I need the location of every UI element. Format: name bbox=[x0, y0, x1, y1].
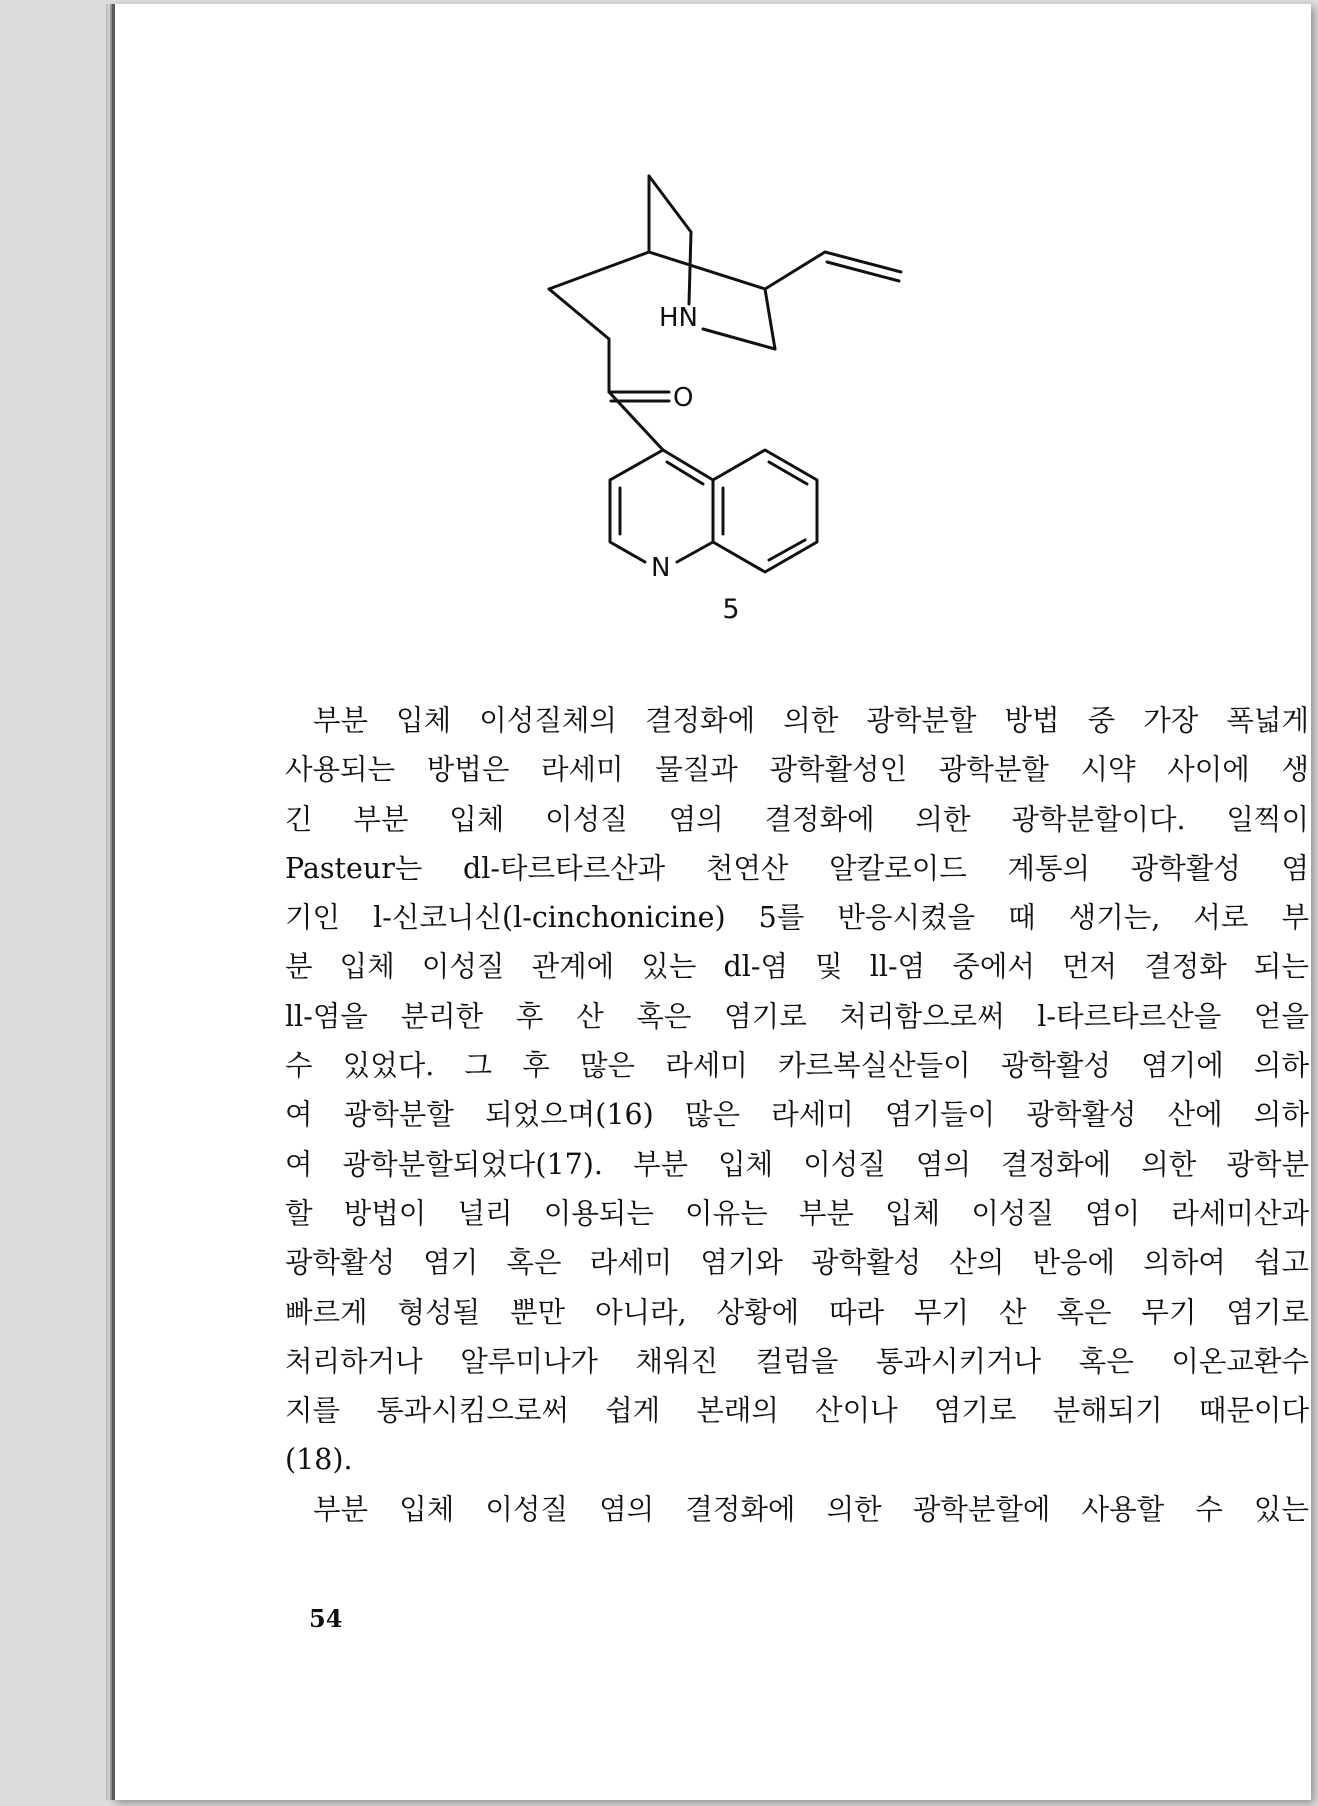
page-number: 54 bbox=[309, 1604, 343, 1633]
text-line: 광학활성 염기 혹은 라세미 염기와 광학활성 산의 반응에 의하여 쉽고 bbox=[285, 1246, 1309, 1280]
book-page bbox=[112, 4, 1311, 1800]
quinoline-double-3 bbox=[769, 462, 807, 484]
amine-label: HN bbox=[659, 303, 698, 333]
bond-bottom bbox=[703, 329, 775, 349]
quinoline-double-4 bbox=[769, 540, 805, 560]
bond-vinyl-2 bbox=[825, 252, 901, 272]
text-line: 빠르게 형성될 뿐만 아니라, 상황에 따라 무기 산 혹은 무기 염기로 bbox=[285, 1295, 1309, 1329]
text-line: 사용되는 방법은 라세미 물질과 광학활성인 광학분할 시약 사이에 생 bbox=[285, 753, 1309, 787]
bond-left-chain bbox=[549, 252, 649, 289]
cinchonicine-structure-diagram bbox=[115, 4, 1311, 604]
paragraph bbox=[285, 696, 1309, 1485]
text-line: 부분 입체 이성질 염의 결정화에 의한 광학분할에 사용할 수 있는 bbox=[313, 1492, 1309, 1526]
text-line: Pasteur는 dl-타르타르산과 천연산 알칼로이드 계통의 광학활성 염 bbox=[285, 851, 1309, 885]
bond-chain-down bbox=[549, 289, 609, 339]
ring-nitrogen-label: N bbox=[651, 553, 671, 583]
quinoline-double-2 bbox=[667, 462, 703, 484]
text-line: (18). bbox=[285, 1443, 353, 1477]
text-line: 부분 입체 이성질체의 결정화에 의한 광학분할 방법 중 가장 폭넓게 bbox=[313, 704, 1309, 737]
quinoline-ring-right bbox=[713, 450, 817, 572]
text-line: 여 광학분할 되었으며(16) 많은 라세미 염기들이 광학활성 산에 의하 bbox=[285, 1098, 1309, 1132]
bond-vinyl-1 bbox=[765, 252, 825, 289]
oxygen-label: O bbox=[673, 383, 694, 413]
bond-bridgehead-right bbox=[649, 252, 765, 289]
bond-vinyl-2b bbox=[827, 262, 899, 281]
text-line: 긴 부분 입체 이성질 염의 결정화에 의한 광학분할이다. 일찍이 bbox=[285, 802, 1309, 836]
text-line: 기인 l-신코니신(l-cinchonicine) 5를 반응시켰을 때 생기는, 서로 부 bbox=[285, 901, 1309, 935]
paragraph bbox=[285, 1485, 1309, 1534]
quinoline-ring-left-lower bbox=[663, 450, 713, 562]
body-text bbox=[285, 696, 1309, 1534]
text-line: 할 방법이 널리 이용되는 이유는 부분 입체 이성질 염이 라세미산과 bbox=[285, 1196, 1309, 1230]
text-line: 분 입체 이성질 관계에 있는 dl-염 및 ll-염 중에서 먼저 결정화 되는 bbox=[285, 950, 1309, 984]
text-line: 처리하거나 알루미나가 채워진 컬럼을 통과시키거나 혹은 이온교환수 bbox=[285, 1344, 1309, 1378]
text-line: 수 있었다. 그 후 많은 라세미 카르복실산들이 광학활성 염기에 의하 bbox=[285, 1049, 1309, 1083]
bond-top-right bbox=[649, 176, 691, 232]
text-line: ll-염을 분리한 후 산 혹은 염기로 처리함으로써 l-타르타르산을 얻을 bbox=[285, 999, 1309, 1033]
quinoline-ring-left bbox=[610, 450, 663, 562]
bond-bridge-down bbox=[689, 232, 691, 304]
bond-right-down bbox=[765, 289, 775, 349]
text-line: 여 광학분할되었다(17). 부분 입체 이성질 염의 결정화에 의한 광학분 bbox=[285, 1147, 1309, 1181]
compound-number: 5 bbox=[722, 594, 740, 625]
text-line: 지를 통과시킴으로써 쉽게 본래의 산이나 염기로 분해되기 때문이다 bbox=[285, 1394, 1309, 1428]
